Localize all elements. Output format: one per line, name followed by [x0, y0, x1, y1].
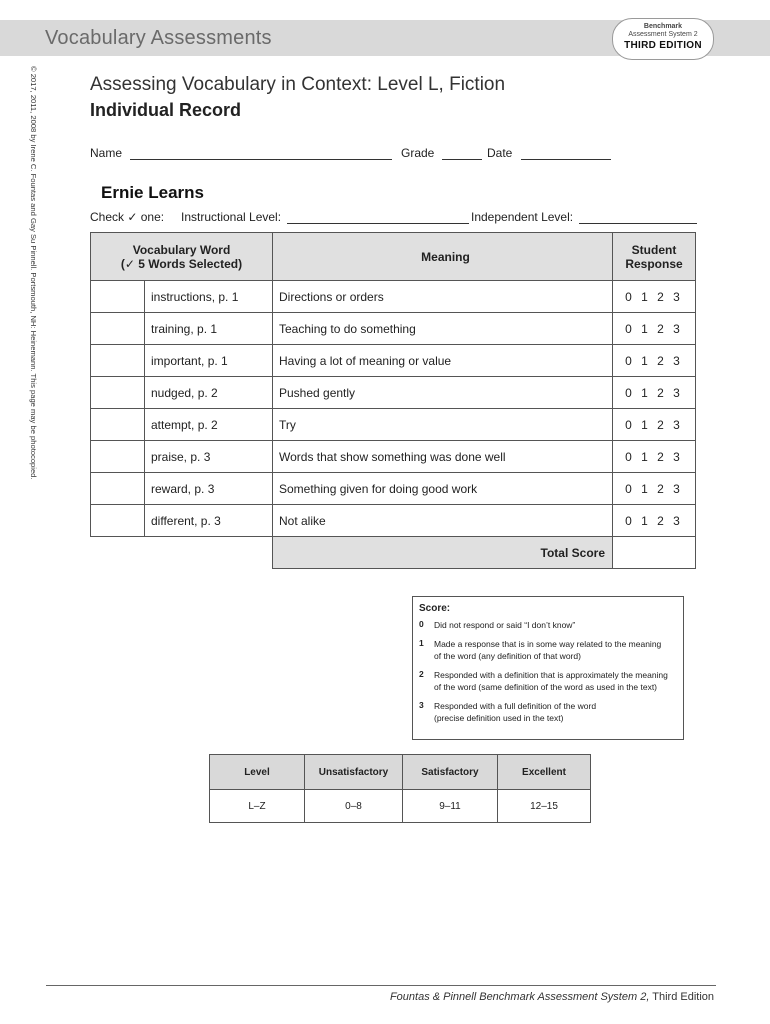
table-header-row — [91, 233, 696, 281]
score-key-line: of the word (same definition of the word as used in the text) — [434, 682, 658, 692]
response-cell[interactable]: 0 1 2 3 — [613, 281, 696, 313]
selection-checkbox-cell[interactable] — [91, 281, 145, 313]
satisfactory-header: Satisfactory — [403, 755, 498, 790]
name-field[interactable] — [90, 146, 392, 160]
instructional-level-label: Instructional Level: — [181, 210, 282, 224]
total-score-label: Total Score — [273, 537, 613, 569]
selection-checkbox-cell[interactable] — [91, 345, 145, 377]
table-row — [91, 377, 696, 409]
copyright-note: © 2017, 2011, 2008 by Irene C. Fountas and Gay Su Pinnell. Portsmouth, NH: Heinemann. This page may be photocopied. — [29, 66, 38, 480]
badge-line-2: Assessment System 2 — [628, 31, 698, 38]
empty-cell — [145, 537, 273, 569]
empty-cell — [91, 537, 145, 569]
selection-checkbox-cell[interactable] — [91, 441, 145, 473]
word-cell: instructions, p. 1 — [145, 281, 273, 313]
selection-checkbox-cell[interactable] — [91, 409, 145, 441]
word-cell: nudged, p. 2 — [145, 377, 273, 409]
date-blank[interactable] — [521, 147, 611, 160]
unsatisfactory-range: 0–8 — [305, 790, 403, 823]
response-cell[interactable]: 0 1 2 3 — [613, 409, 696, 441]
score-key-line: Did not respond or said “I don’t know” — [434, 620, 576, 630]
date-label: Date — [487, 146, 513, 160]
selection-checkbox-cell[interactable] — [91, 313, 145, 345]
score-key-line: (precise definition used in the text) — [434, 713, 564, 723]
score-key-number: 2 — [419, 669, 424, 679]
table-row — [91, 281, 696, 313]
score-key-text — [434, 619, 575, 631]
meaning-cell: Not alike — [273, 505, 613, 537]
table-row — [91, 441, 696, 473]
independent-level-label: Independent Level: — [471, 210, 574, 224]
footer-rule — [46, 985, 716, 986]
independent-level-blank[interactable] — [579, 211, 697, 224]
instructional-level-field[interactable] — [181, 210, 469, 224]
table-row — [91, 505, 696, 537]
response-cell[interactable]: 0 1 2 3 — [613, 345, 696, 377]
meaning-header: Meaning — [273, 233, 613, 281]
total-score-cell[interactable] — [613, 537, 696, 569]
level-header: Level — [210, 755, 305, 790]
score-key-line: Made a response that is in some way related to the meaning — [434, 639, 662, 649]
response-cell[interactable]: 0 1 2 3 — [613, 505, 696, 537]
footer-text — [390, 991, 714, 1003]
selection-checkbox-cell[interactable] — [91, 377, 145, 409]
page-subtitle: Individual Record — [90, 100, 242, 120]
score-key-heading: Score: — [419, 603, 451, 614]
footer-edition: Third Edition — [649, 991, 714, 1003]
vocab-word-header — [91, 233, 273, 281]
response-header-line-2: Response — [625, 256, 683, 271]
excellent-range: 12–15 — [498, 790, 591, 823]
meaning-cell: Try — [273, 409, 613, 441]
excellent-header: Excellent — [498, 755, 591, 790]
word-cell: different, p. 3 — [145, 505, 273, 537]
date-field[interactable] — [487, 146, 611, 160]
badge-line-3: THIRD EDITION — [624, 40, 702, 51]
score-key-text — [434, 669, 668, 693]
response-header-line-1: Student — [631, 242, 677, 257]
vocab-word-header-line-1: Vocabulary Word — [132, 242, 231, 257]
response-cell[interactable]: 0 1 2 3 — [613, 441, 696, 473]
page-title: Assessing Vocabulary in Context: Level L, Fiction — [90, 74, 506, 95]
name-blank[interactable] — [130, 147, 392, 160]
level-row — [210, 790, 591, 823]
level-criteria-table — [209, 754, 591, 823]
word-cell: praise, p. 3 — [145, 441, 273, 473]
score-key-line: of the word (any definition of that word) — [434, 651, 581, 661]
score-key-number: 1 — [419, 638, 424, 648]
vocabulary-table — [90, 232, 696, 569]
table-row — [91, 473, 696, 505]
level-header-row — [210, 755, 591, 790]
edition-badge — [612, 18, 714, 60]
score-key-text — [434, 700, 596, 724]
table-row — [91, 409, 696, 441]
grade-blank[interactable] — [442, 147, 482, 160]
total-row — [91, 537, 696, 569]
score-key-text — [434, 638, 661, 662]
score-key-number: 0 — [419, 619, 424, 629]
response-cell[interactable]: 0 1 2 3 — [613, 473, 696, 505]
satisfactory-range: 9–11 — [403, 790, 498, 823]
selection-checkbox-cell[interactable] — [91, 505, 145, 537]
level-value: L–Z — [210, 790, 305, 823]
table-row — [91, 313, 696, 345]
story-title: Ernie Learns — [101, 183, 204, 202]
response-cell[interactable]: 0 1 2 3 — [613, 313, 696, 345]
independent-level-field[interactable] — [471, 210, 697, 224]
response-cell[interactable]: 0 1 2 3 — [613, 377, 696, 409]
badge-line-1: Benchmark — [643, 23, 683, 30]
check-label: Check ✓ one: — [90, 210, 165, 224]
response-header — [613, 233, 696, 281]
word-cell: attempt, p. 2 — [145, 409, 273, 441]
instructional-level-blank[interactable] — [287, 211, 469, 224]
score-key — [412, 596, 684, 740]
word-cell: training, p. 1 — [145, 313, 273, 345]
score-key-line: Responded with a definition that is approximately the meaning — [434, 670, 668, 680]
score-key-line: Responded with a full definition of the word — [434, 701, 597, 711]
section-title: Vocabulary Assessments — [45, 27, 272, 49]
meaning-cell: Directions or orders — [273, 281, 613, 313]
meaning-cell: Something given for doing good work — [273, 473, 613, 505]
meaning-cell: Having a lot of meaning or value — [273, 345, 613, 377]
footer-series-title: Fountas & Pinnell Benchmark Assessment System 2, — [389, 991, 650, 1003]
grade-label: Grade — [401, 146, 435, 160]
meaning-cell: Words that show something was done well — [273, 441, 613, 473]
unsatisfactory-header: Unsatisfactory — [305, 755, 403, 790]
vocab-word-header-line-2: (✓ 5 Words Selected) — [120, 256, 243, 271]
score-key-number: 3 — [419, 700, 424, 710]
word-cell: reward, p. 3 — [145, 473, 273, 505]
name-label: Name — [90, 146, 123, 160]
table-row — [91, 345, 696, 377]
meaning-cell: Teaching to do something — [273, 313, 613, 345]
meaning-cell: Pushed gently — [273, 377, 613, 409]
grade-field[interactable] — [401, 146, 482, 160]
word-cell: important, p. 1 — [145, 345, 273, 377]
selection-checkbox-cell[interactable] — [91, 473, 145, 505]
